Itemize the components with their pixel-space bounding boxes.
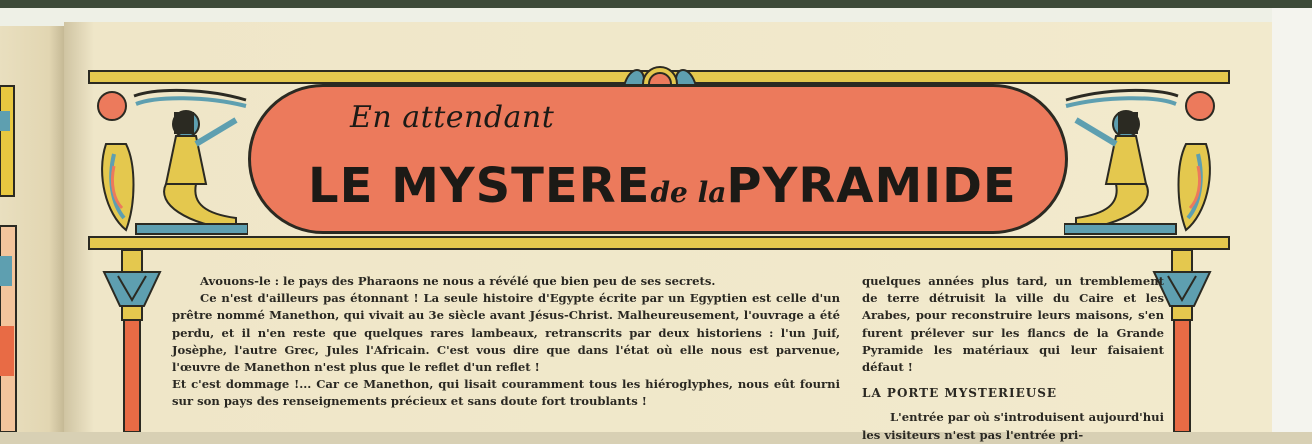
paragraph-tremblement: quelques années plus tard, un tremblement de terre détruisit la ville du Caire et les Arabes, pour reconstruire leurs maisons, s'en furent prélever sur les flancs de la Grande Pyramide les matériaux qui leur faisaient défaut ! bbox=[862, 274, 1164, 375]
left-page-illustration bbox=[0, 26, 70, 432]
article-column-2 bbox=[862, 273, 1164, 444]
header-bottom-band bbox=[88, 236, 1230, 250]
title-part-de-la: de la bbox=[650, 176, 727, 209]
left-egyptian-goddess-illustration bbox=[96, 84, 248, 236]
paragraph-manethon: Ce n'est d'ailleurs pas étonnant ! La seule histoire d'Egypte écrite par un Egyptien est celle d'un prêtre nommé Manethon, qui vivait au 3e siècle avant Jésus-Christ. Malheureusement, l'ouvrage a été perdu, et il n'en reste que quelques rares lambeaux, retranscrits par deux historiens : l'un Juif, Josèphe, l'autre Grec, Jules l'Africain. C'est vous dire que dans l'état où elle nous est parvenue, l'œuvre de Manethon n'est plus que le reflet d'un reflet ! bbox=[172, 291, 840, 375]
scanner-margin-right bbox=[1272, 8, 1312, 432]
article-column-1 bbox=[172, 273, 840, 411]
left-page-strip bbox=[0, 26, 70, 432]
paragraph-intro: Avouons-le : le pays des Pharaons ne nous a révélé que bien peu de ses secrets. bbox=[200, 274, 716, 288]
right-egyptian-goddess-illustration bbox=[1064, 84, 1216, 236]
left-lotus-pillar bbox=[100, 250, 164, 432]
header-main-title bbox=[308, 158, 1028, 228]
paragraph-dommage: Et c'est dommage !... Car ce Manethon, qui lisait couramment tous les hiéroglyphes, nous eût fourni sur son pays des renseignements précieux et sans doute fort troublants ! bbox=[172, 377, 840, 409]
header-script-title: En attendant bbox=[350, 100, 555, 135]
section-heading-porte: LA PORTE MYSTERIEUSE bbox=[862, 386, 1058, 401]
paragraph-entree: L'entrée par où s'introduisent aujourd'hui les visiteurs n'est pas l'entrée pri- bbox=[862, 410, 1164, 442]
scanner-edge-dark bbox=[0, 0, 1312, 8]
title-part-pyramide: PYRAMIDE bbox=[726, 158, 1017, 214]
title-part-mystere: LE MYSTERE bbox=[308, 158, 651, 214]
